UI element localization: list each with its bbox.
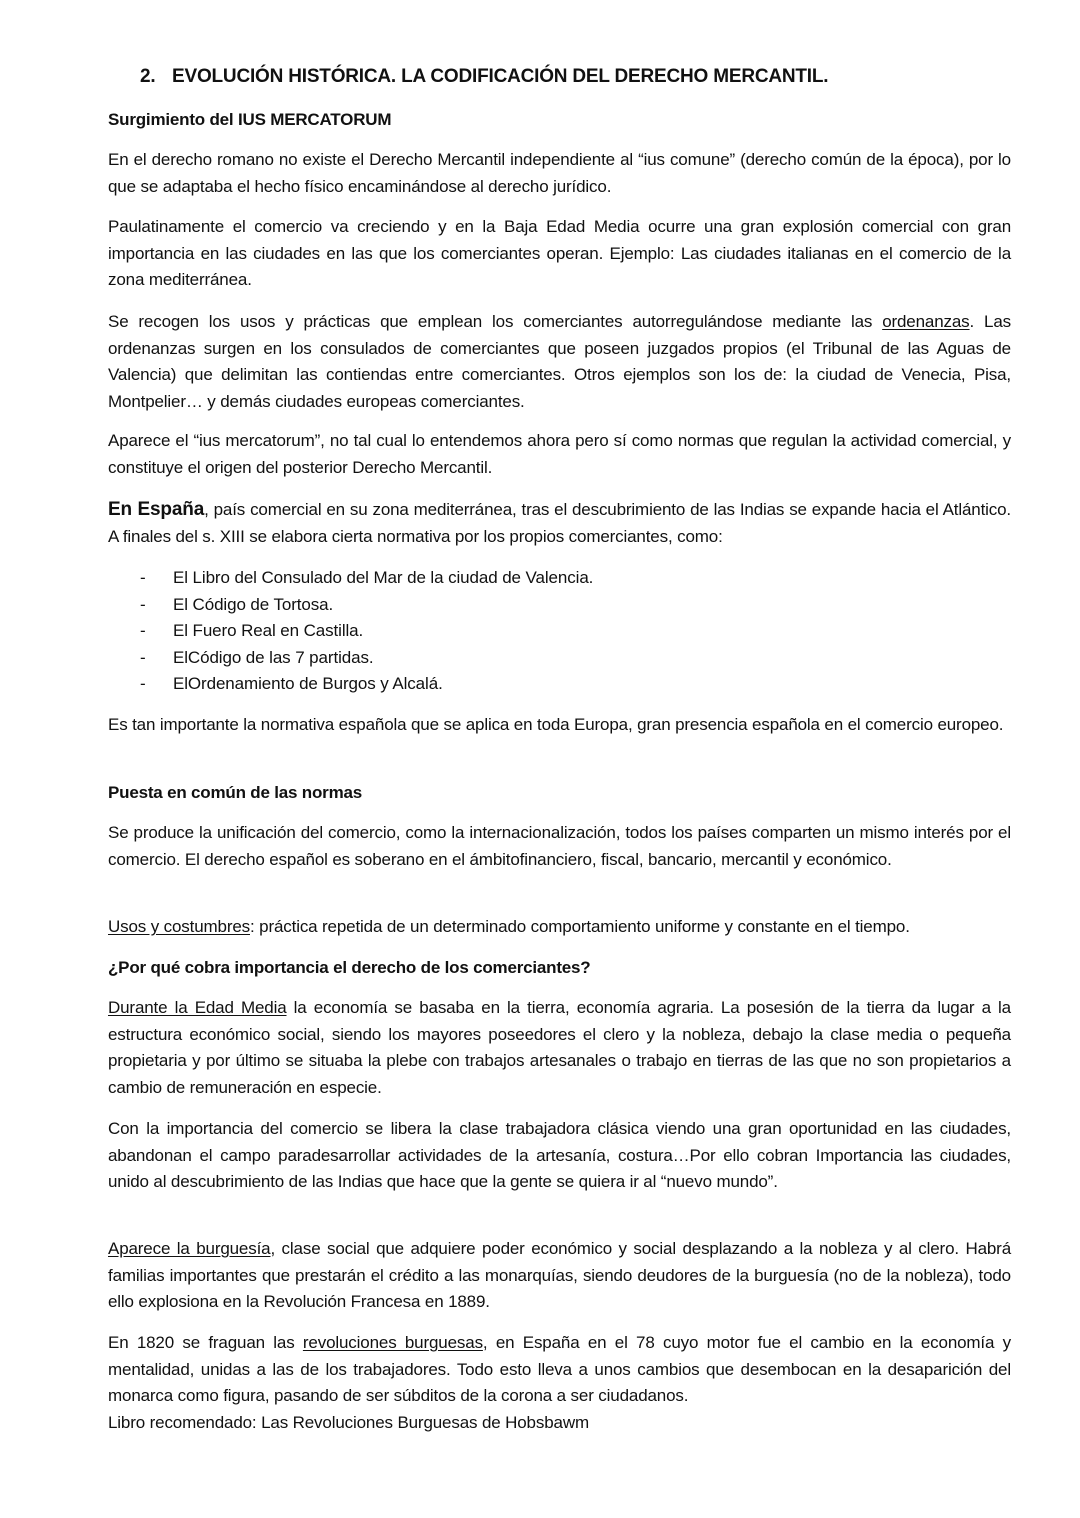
term-revoluciones-burguesas: revoluciones burguesas — [302, 1333, 483, 1352]
title-number: 2. — [140, 66, 156, 87]
dash-bullet-icon: - — [140, 621, 146, 641]
term-aparece-burguesia: Aparece la burguesía — [108, 1239, 271, 1258]
term-usos-costumbres: Usos y costumbres — [108, 917, 250, 936]
dash-bullet-icon: - — [140, 647, 146, 667]
dash-bullet-icon: - — [140, 568, 146, 587]
paragraph-unificacion: Se produce la unificación del comercio, como la internacionalización, todos los países comparten un mismo interés por el comercio. El derecho español es soberano en el ámbitofinanciero, fiscal, bancario, mercantil y económico. — [108, 823, 1011, 869]
dash-bullet-icon: - — [140, 674, 146, 694]
paragraph-ordenanzas: Se recogen los usos y prácticas que emplean los comerciantes autorregulándose mediante las ordenanzas. Las ordenanzas surgen en los consulados de comerciantes que poseen juzgados propios (el Tribunal de las Aguas de Valencia) que delimitan las contiendas entre comerciantes. Otros ejemplos son los de: la ciudad de Venecia, Pisa, Montpelier… y demás ciudades europeas comerciantes. — [108, 312, 1011, 411]
book-recommendation: Libro recomendado: Las Revoluciones Burguesas de Hobsbawm — [108, 1413, 589, 1432]
term-ordenanzas: ordenanzas — [882, 312, 970, 331]
paragraph-clase-trabajadora: Con la importancia del comercio se libera la clase trabajadora clásica viendo una gran oportunidad en las ciudades, abandonan el campo paradesarrollar actividades de la artesanía, costura…Por ello cobran Importancia las ciudades, unido al descubrimiento de las Indias que hace que la gente se quiera ir al “nuevo mundo”. — [108, 1119, 1011, 1192]
dash-bullet-icon: - — [140, 594, 146, 614]
paragraph-derecho-romano: En el derecho romano no existe el Derecho Mercantil independiente al “ius comune” (derecho común de la época), por lo que se adaptaba el hecho físico encaminándose al derecho jurídico. — [108, 150, 1011, 196]
list-item: - El Fuero Real en Castilla. — [108, 618, 1011, 645]
normativa-list — [108, 565, 1011, 698]
paragraph-baja-edad-media: Paulatinamente el comercio va creciendo y en la Baja Edad Media ocurre una gran explosión comercial con gran importancia en las ciudades en las que los comerciantes operan. Ejemplo: Las ciudades italianas en el comercio de la zona mediterránea. — [108, 217, 1011, 290]
paragraph-usos-costumbres: Usos y costumbres: práctica repetida de un determinado comportamiento uniforme y constante en el tiempo. — [108, 917, 910, 936]
list-item: - ElCódigo de las 7 partidas. — [108, 645, 1011, 672]
term-en-espana: En España — [108, 499, 205, 520]
title-text: EVOLUCIÓN HISTÓRICA. LA CODIFICACIÓN DEL DERECHO MERCANTIL. — [172, 66, 829, 87]
list-item: - El Código de Tortosa. — [108, 592, 1011, 619]
heading-ius-mercatorum: Surgimiento del IUS MERCATORUM — [108, 110, 392, 129]
list-item: - ElOrdenamiento de Burgos y Alcalá. — [108, 671, 1011, 698]
document-title — [108, 66, 1011, 88]
list-item: - El Libro del Consulado del Mar de la ciudad de Valencia. — [108, 565, 1011, 592]
heading-importancia-comerciantes: ¿Por qué cobra importancia el derecho de los comerciantes? — [108, 958, 591, 977]
paragraph-burguesia: Aparece la burguesía, clase social que adquiere poder económico y social desplazando a la nobleza y al clero. Habrá familias importantes que prestarán el crédito a las monarquías, siendo deudores de la burguesía (no de la nobleza), todo ello explosiona en la Revolución Francesa en 1889. — [108, 1239, 1012, 1312]
paragraph-ius-mercatorum: Aparece el “ius mercatorum”, no tal cual lo entendemos ahora pero sí como normas que regulan la actividad comercial, y constituye el origen del posterior Derecho Mercantil. — [108, 431, 1011, 477]
paragraph-normativa-europa: Es tan importante la normativa española que se aplica en toda Europa, gran presencia española en el comercio europeo. — [108, 715, 1004, 734]
term-durante-edad-media: Durante la Edad Media — [108, 998, 287, 1017]
paragraph-edad-media: Durante la Edad Media la economía se basaba en la tierra, economía agraria. La posesión de la tierra da lugar a la estructura económico social, siendo los mayores poseedores el clero y la nobleza, debajo la clase media o pequeña propietaria y por último se situaba la plebe con trabajos artesanales o trabajo en tierras de las que no son propietarios a cambio de remuneración en especie. — [108, 998, 1011, 1097]
paragraph-espana: En España, país comercial en su zona mediterránea, tras el descubrimiento de las Indias se expande hacia el Atlántico. A finales del s. XIII se elabora cierta normativa por los propios comerciantes, como: — [108, 499, 1011, 546]
paragraph-revoluciones: En 1820 se fraguan las revoluciones burguesas, en España en el 78 cuyo motor fue el cambio en la economía y mentalidad, unidas a las de los trabajadores. Todo esto lleva a unos cambios que desembocan en la desaparición del monarca como figura, pasando de ser súbditos de la corona a ser ciudadanos. — [108, 1333, 1011, 1406]
heading-puesta-en-comun: Puesta en común de las normas — [108, 783, 363, 802]
